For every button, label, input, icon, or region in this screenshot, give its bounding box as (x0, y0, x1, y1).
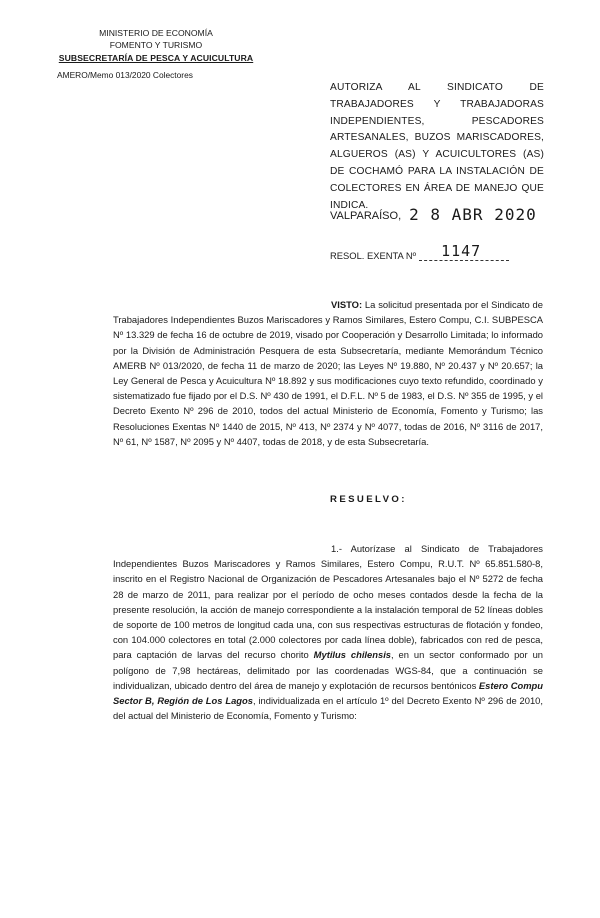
article-1-text-b: , en un sector conformado por un polígono de 7,98 hectáreas, delimitado por las coordenadas WGS-84, que a continuación se individualizan, ubicado dentro del área de manejo y explotación de recursos bentónicos (113, 649, 543, 691)
resolution-number-line (330, 242, 509, 261)
management-area-name: Estero Compu Sector B, Región de Los Lagos (113, 679, 543, 707)
visto-text: La solicitud presentada por el Sindicato de Trabajadores Independientes Buzos Mariscadores y Ramos Similares, Estero Compu, C.I. SUBPESCA Nº 13.329 de fecha 16 de octubre de 2019, visado por Cooperación y Desarrollo Limitada; lo informado por la División de Administración Pesquera de esta Subsecretaría, mediante Memorándum Técnico AMERB Nº 013/2020, de fecha 11 de marzo de 2020; las Leyes Nº 19.880, Nº 20.437 y Nº 20.657; la Ley General de Pesca y Acuicultura Nº 18.892 y sus modificaciones cuyo texto refundido, coordinado y sistematizado fue fijado por el D.S. Nº 430 de 1991, el D.F.L. Nº 5 de 1983, el D.S. Nº 355 de 1995, y el Decreto Exento Nº 296 de 2010, todos del actual Ministerio de Economía, Fomento y Turismo; las Resoluciones Exentas Nº 1440 de 2015, Nº 413, Nº 2374 y Nº 4077, todas de 2016, Nº 3116 de 2017, Nº 61, Nº 1587, Nº 2095 y Nº 4407, todas de 2018, y de esta Subsecretaría. (113, 299, 543, 447)
article-1-text-c: , individualizada en el artículo 1º del Decreto Exento Nº 296 de 2010, del actual del Ministerio de Economía, Fomento y Turismo: (113, 695, 543, 722)
resolution-number: 1147 (441, 242, 482, 260)
subsecretariat-name: SUBSECRETARÍA DE PESCA Y ACUICULTURA (58, 52, 254, 63)
resolution-number-blank (419, 242, 509, 261)
resolution-title: AUTORIZA AL SINDICATO DE TRABAJADORES Y TRABAJADORAS INDEPENDIENTES, PESCADORES ARTESANALES, BUZOS MARISCADORES, ALGUEROS (AS) Y ACUICULTORES (AS) DE COCHAMÓ PARA LA INSTALACIÓN DE COLECTORES EN ÁREA DE MANEJO QUE INDICA. (330, 82, 544, 211)
memo-reference: AMERO/Memo 013/2020 Colectores (57, 70, 193, 80)
species-name: Mytilus chilensis (313, 649, 392, 661)
letterhead (56, 27, 256, 64)
visto-paragraph (113, 297, 543, 449)
ministry-subname: FOMENTO Y TURISMO (109, 40, 203, 51)
resolution-label: RESOL. EXENTA Nº (330, 250, 417, 261)
article-1-paragraph (113, 541, 543, 723)
date-place: VALPARAÍSO, (330, 210, 402, 222)
date-line (330, 205, 537, 224)
date-stamp: 2 8 ABR 2020 (409, 205, 537, 224)
ministry-name: MINISTERIO DE ECONOMÍA (99, 28, 213, 38)
visto-label: VISTO: (331, 299, 363, 310)
article-1-text-a: 1.- Autorízase al Sindicato de Trabajadores Independientes Buzos Mariscadores y Ramos Similares, Estero Compu, R.U.T. Nº 65.851.580-8, inscrito en el Registro Nacional de Organización de Pescadores Artesanales bajo el Nº 5272 de fecha 28 de marzo de 2011, para realizar por el período de ocho meses contados desde la fecha de la presente resolución, la acción de manejo correspondiente a la instalación temporal de 52 líneas dobles de soporte de 100 metros de longitud cada una, con sus respectivas estructuras de flotación y fondeo, con 104.000 colectores en total (2.000 colectores por cada línea doble), fabricados con red de pesca, para captación de larvas del recurso chorito (113, 543, 543, 661)
resuelvo-heading: RESUELVO: (330, 494, 407, 505)
